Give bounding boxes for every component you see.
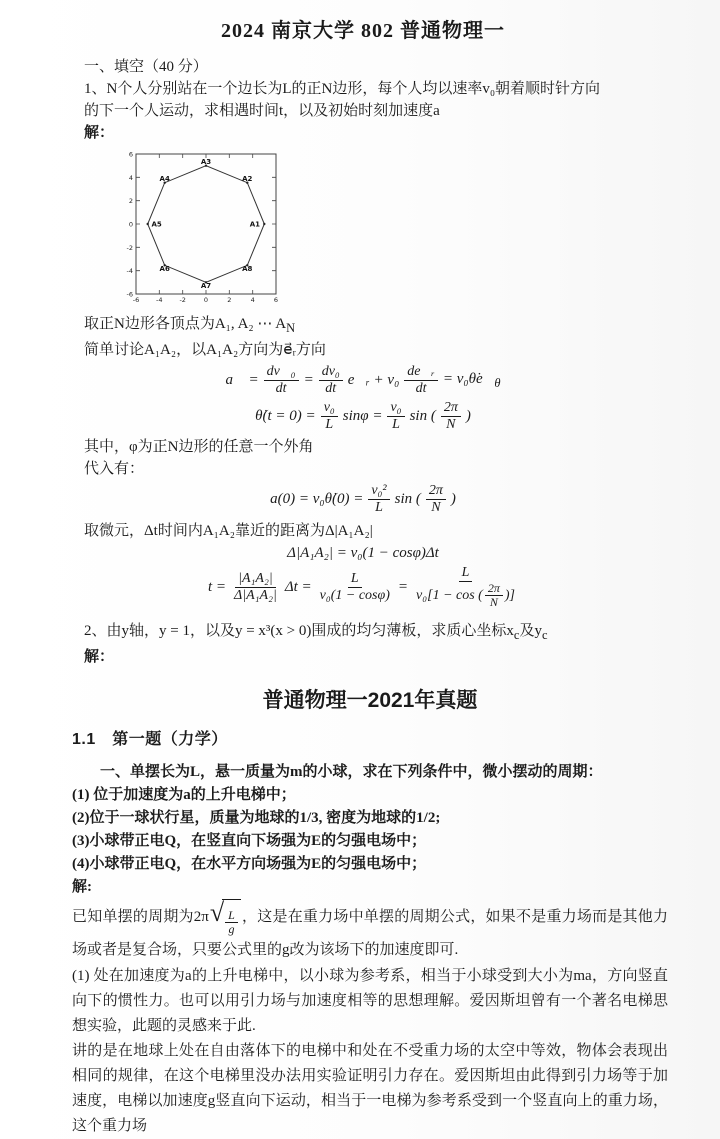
radicand [222, 899, 241, 936]
numerator: 2π [426, 483, 446, 500]
formula-term: a⃗ = [225, 372, 259, 389]
y-tick-label: 2 [128, 197, 133, 206]
subscript-c: c [513, 628, 520, 643]
formula-term: θ̇(t = 0) = [255, 408, 316, 425]
fraction [368, 483, 389, 516]
formula-term: sin ( [394, 491, 421, 508]
text-run: = v₀θ̇e⃗ [442, 370, 495, 387]
vertex-label-a6: A6 [159, 265, 170, 273]
solve-label-q2: 解： [84, 649, 115, 666]
y-tick-label: 0 [128, 220, 133, 229]
formula-term: sinφ = [342, 408, 383, 425]
x-tick-label: -2 [179, 296, 186, 304]
denominator: L [392, 417, 400, 433]
vertex-label-a8: A8 [242, 265, 253, 273]
fraction [404, 364, 438, 397]
denominator: N [446, 417, 456, 433]
y-tick-label: -2 [126, 243, 133, 252]
formula-term: t = [208, 578, 227, 595]
numerator: de⃗ᵣ [404, 364, 438, 381]
x-tick-label: -4 [156, 296, 163, 304]
fraction [319, 364, 343, 397]
numerator: 2π [485, 582, 503, 597]
y-tick-label: -4 [126, 267, 133, 276]
text-run: )] [504, 587, 515, 603]
text-run: 已知单摆的周期为2π [72, 909, 209, 926]
solution-line-vertices [84, 313, 642, 339]
numerator: L [348, 571, 362, 588]
text-run: ，这是在重力场中单摆的周期公式，如果不是重力场而是其他力场或者是复合场，只要公式里的g改为该场下的加速度即可. [72, 909, 668, 958]
y-tick-label: 4 [128, 173, 133, 182]
x-tick-label: 4 [250, 296, 255, 304]
x-tick-label: 2 [227, 296, 232, 304]
denominator: L [325, 417, 334, 433]
numerator: L [225, 909, 238, 923]
denominator: Δ|A₁A₂| [234, 587, 277, 603]
denominator: N [489, 595, 498, 610]
question1-line2: 的下一个人运动，求相遇时间t，以及初始时刻加速度a [84, 103, 440, 119]
denominator: dt [415, 381, 427, 397]
y-tick-label: 6 [128, 150, 133, 159]
formula-term: a(0) = v₀θ̇(0) = [270, 491, 364, 508]
vertex-label-a5: A5 [151, 220, 162, 229]
problem1-item-4: (4)小球带正电Q，在水平方向场强为E的匀强电场中； [72, 856, 427, 873]
fraction [264, 364, 299, 397]
formula-theta-dot [84, 400, 642, 433]
x-tick-label: -6 [132, 296, 140, 304]
octagon-figure [114, 148, 642, 311]
octagon-plot [114, 148, 286, 306]
solution-line-phi: 其中，φ为正N边形的任意一个外角 [84, 439, 314, 456]
problem1-item-1: (1) 位于加速度为a的上升电梯中； [72, 787, 296, 804]
denominator: dt [325, 381, 337, 397]
exam-2021-heading: 普通物理一2021年真题 [262, 689, 478, 713]
subscript-theta: θ [494, 375, 501, 390]
denominator: N [431, 500, 441, 516]
page-title: 2024 南京大学 802 普通物理一 [221, 20, 505, 42]
formula-delta-distance [84, 545, 642, 562]
numerator: v₀ [321, 400, 338, 417]
fraction [321, 400, 338, 433]
section-heading-fill-blanks: 一、填空（40 分） [84, 59, 208, 75]
formula-term: = [303, 372, 314, 389]
numerator: v₀² [368, 483, 389, 500]
solution-paragraph-2: 讲的是在地球上处在自由落体下的电梯中和处在不受重力场的太空中等效，物体会表现出相同的规律，在这个电梯里没办法用实验证明引力存在。爱因斯坦由此得到引力场等于加速度，电梯以加速度g竖直向下运动，相当于一电梯为参考系受到一个竖直向上的重力场，这个重力场 [72, 1042, 668, 1134]
numerator: dv₀ [319, 364, 343, 381]
denominator: dt [275, 381, 287, 397]
denominator: L [375, 500, 383, 516]
vertex-label-a1: A1 [249, 220, 260, 229]
fraction [231, 571, 280, 604]
numerator: |A₁A₂| [235, 571, 276, 588]
solution-line-substitute: 代入有： [84, 461, 145, 478]
formula-term: Δ|A₁A₂| = v₀(1 − cosφ)Δt [287, 544, 439, 561]
problem1-intro: 一、单摆长为L，悬一质量为m的小球，求在下列条件中，微小摆动的周期： [100, 764, 603, 781]
denominator: g [228, 922, 235, 937]
y-tick-label: -6 [126, 290, 133, 299]
fraction [426, 483, 446, 516]
formula-term: ) [450, 491, 456, 508]
section-2021-exam [0, 684, 720, 1138]
formula-acceleration [84, 364, 642, 397]
solution-line-discuss: 简单讨论A₁A₂，以A₁A₂方向为e⃗ᵣ方向 [84, 342, 326, 358]
numerator: v₀ [387, 400, 404, 417]
question2-line [84, 620, 642, 646]
x-tick-label: 6 [273, 296, 279, 304]
vertex-label-a2: A2 [242, 175, 253, 183]
formula-meeting-time [84, 565, 642, 611]
solution-paragraph-period [72, 899, 668, 963]
fraction [413, 565, 518, 611]
fraction [387, 400, 404, 433]
text-run: 及y [519, 623, 542, 640]
fraction [441, 400, 461, 433]
fraction [225, 909, 238, 936]
formula-term [443, 371, 501, 391]
problem1-item-3: (3)小球带正电Q，在竖直向下场强为E的匀强电场中； [72, 833, 427, 850]
radical-sign: √ [209, 898, 225, 928]
numerator: dv⃗₀ [264, 364, 299, 381]
numerator: 2π [441, 400, 461, 417]
question1-line1: 1、N个人分别站在一个边长为L的正N边形，每个人均以速率v₀朝着顺时针方向 [84, 81, 601, 97]
text-run: 取正N边形各顶点为A₁, A₂ ⋯ A [84, 316, 287, 332]
formula-term: Δt = [284, 578, 312, 595]
subscript-N: N [286, 321, 296, 335]
solution-line-micro: 取微元，Δt时间内A₁A₂靠近的距离为Δ|A₁A₂| [84, 522, 373, 539]
vertex-label-a7: A7 [200, 282, 212, 290]
problem1-item-2: (2)位于一球状行星，质量为地球的1/3, 密度为地球的1/2; [72, 810, 441, 827]
formula-term: ) [465, 408, 471, 425]
text-run: v₀[1 − cos ( [416, 587, 483, 603]
fraction [317, 571, 393, 604]
denominator [413, 582, 518, 611]
formula-term: sin ( [409, 408, 436, 425]
numerator: L [459, 565, 473, 582]
problem1-heading: 1.1 第一题（力学） [72, 731, 228, 749]
solve-label-problem1: 解: [72, 879, 92, 896]
vertex-label-a3: A3 [200, 158, 212, 166]
formula-a0 [84, 483, 642, 516]
subscript-c: c [541, 628, 548, 643]
formula-term: = [397, 578, 409, 595]
solve-label-q1: 解： [84, 125, 115, 141]
fraction-nested [485, 582, 503, 611]
text-run: 2、由y轴，y = 1，以及y = x³(x > 0)围成的均匀薄板，求质心坐标x [84, 623, 514, 640]
denominator: v₀(1 − cosφ) [319, 587, 390, 603]
solution-paragraph-1: (1) 处在加速度为a的上升电梯中，以小球为参考系，相当于小球受到大小为ma，方向竖直向下的惯性力。也可以用引力场与加速度相等的思想理解。爱因斯坦曾有一个著名电梯思想实验，此题的灵感来于此. [72, 967, 668, 1034]
vertex-label-a4: A4 [159, 175, 170, 183]
formula-term: e⃗ᵣ + v₀ [347, 372, 400, 389]
sqrt-radical [210, 899, 241, 936]
x-tick-label: 0 [203, 296, 209, 304]
